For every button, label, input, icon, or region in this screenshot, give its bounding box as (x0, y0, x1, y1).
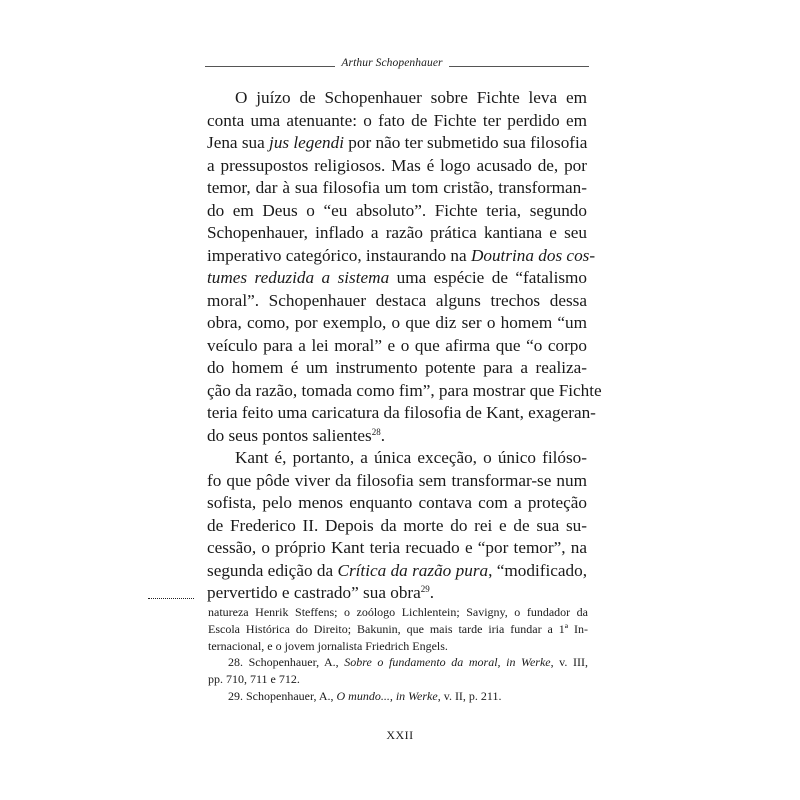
text-line: pervertido e castrado” sua obra$^{29}$. (207, 583, 435, 602)
text-line: fo que pôde viver da filosofia sem transformar-se num (207, 470, 587, 490)
italic-title: tumes reduzida a sistema (207, 268, 390, 287)
text-line: do homem é um instrumento potente para a realiza- (207, 358, 587, 377)
text-line: Kant é, portanto, a única exceção, o único filóso- (235, 448, 587, 467)
header-rule-right (449, 66, 589, 67)
footnote-ref-28[interactable]: 28 (371, 426, 381, 437)
footnote-separator (148, 598, 194, 599)
page-number: XXII (386, 728, 414, 742)
text-line: temor, dar à sua filosofia um tom cristão, transforman- (207, 178, 587, 197)
footnote-line: natureza Henrik Steffens; o zoólogo Lichlentein; Savigny, o fundador da (208, 605, 588, 619)
text-line: O juízo de Schopenhauer sobre Fichte leva em (235, 88, 587, 107)
text-line: Schopenhauer, inflado a razão prática kantiana e seu (207, 223, 587, 242)
text-line: conta uma atenuante: o fato de Fichte ter perdido em (207, 110, 587, 130)
text-line: tumes reduzida a sistema uma espécie de “fatalismo (207, 268, 587, 287)
footnote-ref-29[interactable]: 29 (420, 584, 430, 594)
footnote-line: ternacional, e o jovem jornalista Friedrich Engels. (208, 638, 448, 653)
footnote-28: 28. Schopenhauer, A., Sobre o fundamento da moral, in Werke, v. III, (228, 655, 588, 670)
text-line: veículo para a lei moral” e o que afirma que “o corpo (207, 335, 587, 355)
text-line: imperativo categórico, instaurando na Doutrina dos cos- (207, 245, 596, 265)
text-line: sofista, pelo menos enquanto contava com a proteção (207, 493, 587, 512)
italic-term: jus legendi (269, 133, 344, 152)
footnote-29: 29. Schopenhauer, A., O mundo..., in Werke, v. II, p. 211. (228, 688, 502, 703)
text-line: do em Deus o “eu absoluto”. Fichte teria, segundo (207, 200, 587, 220)
running-title: Arthur Schopenhauer (341, 57, 443, 69)
text-line: segunda edição da Crítica da razão pura, “modificado, (207, 560, 587, 580)
text-line: do seus pontos salientes$^{28}$. (207, 425, 385, 445)
footnote-line: pp. 710, 711 e 712. (208, 672, 300, 687)
text-line: obra, como, por exemplo, o que diz ser o homem “um (207, 313, 587, 332)
text-line: teria feito uma caricatura da filosofia de Kant, exageran- (207, 403, 596, 422)
paragraph-1 (207, 87, 602, 447)
main-text (207, 87, 602, 605)
italic-title: Doutrina dos cos- (470, 245, 596, 265)
text-line: moral”. Schopenhauer destaca alguns trechos dessa (207, 290, 587, 310)
text-line: cessão, o próprio Kant teria recuado e “por temor”, na (207, 538, 587, 557)
paragraph-2 (207, 447, 587, 605)
text-line: de Frederico II. Depois da morte do rei e de sua su- (207, 515, 587, 535)
footnotes (208, 604, 588, 705)
header-rule-left (205, 66, 335, 67)
text-line: ção da razão, tomada como fim”, para mostrar que Fichte (207, 380, 602, 400)
running-header (205, 54, 589, 74)
footnote-line: Escola Histórica do Direito; Bakunin, que mais tarde iria fundar a 1ª In- (208, 621, 588, 636)
text-line: Jena sua jus legendi por não ter submetido sua filosofia (207, 133, 588, 152)
italic-title: Crítica da razão pura (337, 560, 489, 580)
text-line: a pressupostos religiosos. Mas é logo acusado de, por (207, 155, 587, 175)
